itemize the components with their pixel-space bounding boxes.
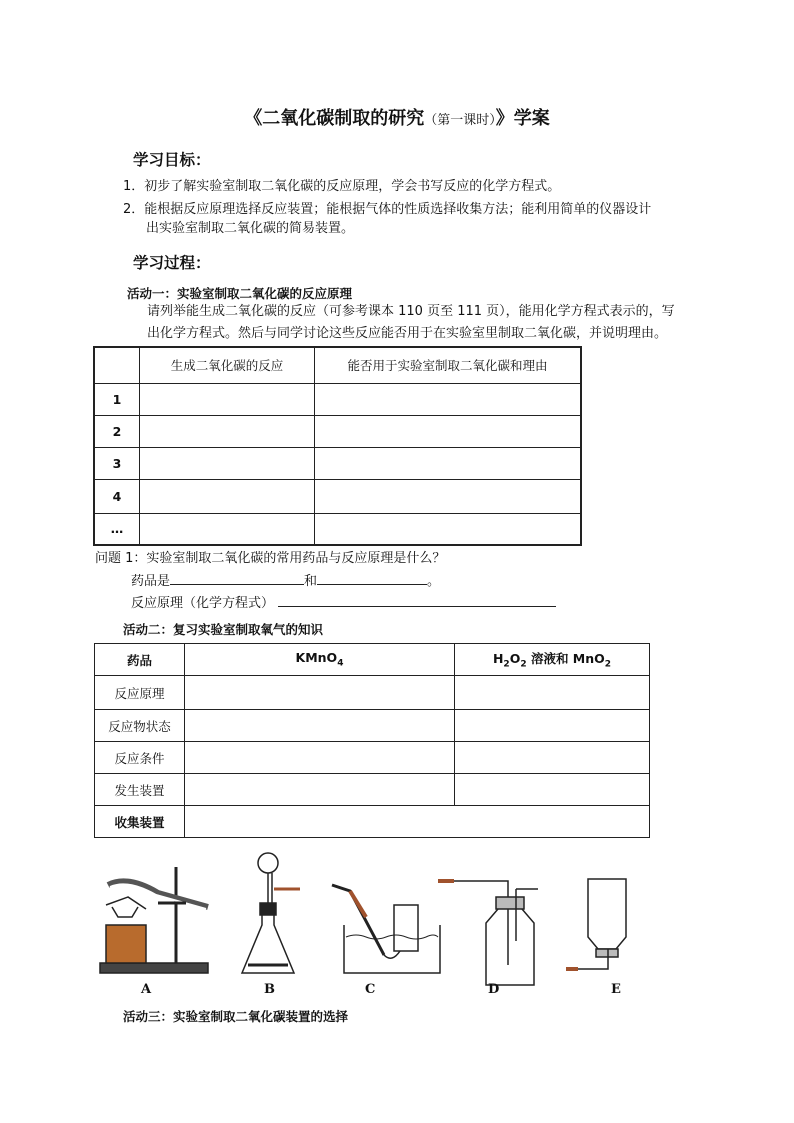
table-cell-input[interactable] [455,710,650,742]
table-cell-input[interactable] [140,447,315,479]
table-cell-input[interactable] [140,415,315,447]
row-label: 反应原理 [95,676,185,710]
question1-drug-line [131,570,440,593]
table-header-reaction: 生成二氧化碳的反应 [140,347,315,383]
table-cell-input[interactable] [185,676,455,710]
drug-blank-2[interactable] [317,570,427,585]
drug-blank-1[interactable] [170,570,304,585]
table-cell-input[interactable] [455,676,650,710]
table-row-number: 4 [94,479,140,513]
title-main: 《二氧化碳制取的研究 [244,108,425,129]
apparatus-illustration [88,845,648,1000]
goal-item-1: 1．初步了解实验室制取二氧化碳的反应原理，学会书写反应的化学方程式。 [123,179,561,194]
table-row-number: 2 [94,415,140,447]
apparatus-label-b: B [264,982,275,997]
table-cell-input[interactable] [185,710,455,742]
goals-heading: 学习目标： [133,151,211,169]
header-h2o2: $H_2O_2$ 溶液和 MnO$_2$ [455,644,650,676]
activity1-text-1: 请列举能生成二氧化碳的反应（可参考课本 110 页至 111 页），能用化学方程式表示的，写 [147,304,675,319]
drug-label: 药品是 [131,574,171,589]
apparatus-c [332,885,440,973]
table-cell-input[interactable] [455,742,650,774]
table-cell-input[interactable] [185,742,455,774]
title-sub: （第一课时） [424,113,496,128]
apparatus-label-a: A [141,982,152,997]
table-cell-input[interactable] [315,447,582,479]
title-tail: 》学案 [495,108,550,129]
page-title [0,104,794,130]
table-header-blank [94,347,140,383]
table-cell-input[interactable] [315,513,582,545]
table-cell-input[interactable] [185,806,650,838]
table-row-number: 1 [94,383,140,415]
apparatus-label-d: D [488,982,500,997]
apparatus-label-c: C [365,982,376,997]
table-header-reason: 能否用于实验室制取二氧化碳和理由 [315,347,582,383]
apparatus-label-e: E [611,982,621,997]
table-cell-input[interactable] [455,774,650,806]
header-drug: 药品 [95,644,185,676]
process-heading: 学习过程： [133,254,211,272]
table-cell-input[interactable] [185,774,455,806]
table-cell-input[interactable] [315,415,582,447]
table-cell-input[interactable] [315,479,582,513]
header-kmno4: KMnO$_4$ [185,644,455,676]
question1-principle-line [131,592,556,615]
apparatus-b [242,853,300,973]
row-label: 收集装置 [95,806,185,838]
activity2-title: 活动二：复习实验室制取氧气的知识 [123,622,324,637]
activity1-text-2: 出化学方程式。然后与同学讨论这些反应能否用于在实验室里制取二氧化碳，并说明理由。 [147,326,668,341]
table-cell-input[interactable] [315,383,582,415]
question1-text: 问题 1：实验室制取二氧化碳的常用药品与反应原理是什么？ [95,551,446,566]
apparatus-e [566,879,626,969]
apparatus-a [100,867,208,973]
row-label: 反应物状态 [95,710,185,742]
oxygen-table [94,643,650,838]
principle-label: 反应原理（化学方程式） [131,596,275,611]
apparatus-d [438,881,538,985]
reaction-table [93,346,582,546]
table-cell-input[interactable] [140,479,315,513]
row-label: 反应条件 [95,742,185,774]
goal-item-2-cont: 出实验室制取二氧化碳的简易装置。 [146,221,355,236]
and-label: 和 [304,574,318,589]
table-row-number: … [94,513,140,545]
principle-blank[interactable] [278,592,556,607]
table-cell-input[interactable] [140,383,315,415]
period: 。 [427,574,441,589]
goal-item-2: 2．能根据反应原理选择反应装置；能根据气体的性质选择收集方法；能利用简单的仪器设计 [123,202,652,217]
activity1-title: 活动一：实验室制取二氧化碳的反应原理 [127,286,353,301]
activity3-title: 活动三：实验室制取二氧化碳装置的选择 [123,1009,349,1024]
row-label: 发生装置 [95,774,185,806]
table-row-number: 3 [94,447,140,479]
table-cell-input[interactable] [140,513,315,545]
